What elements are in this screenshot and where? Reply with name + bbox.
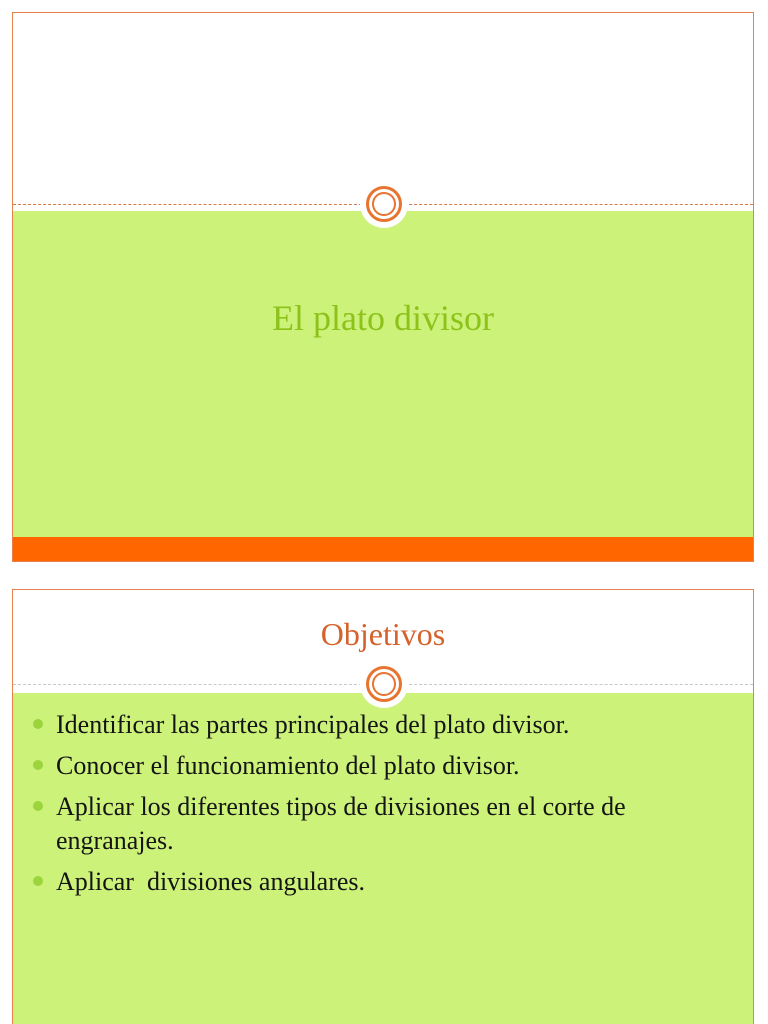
bullet-dot-icon xyxy=(33,801,43,811)
slide-orange-footer-bar xyxy=(13,537,753,562)
slide-title-text: El plato divisor xyxy=(272,298,494,338)
bullet-dot-icon xyxy=(33,719,43,729)
list-item-text: Aplicar divisiones angulares. xyxy=(56,867,366,896)
list-item-text: Conocer el funcionamiento del plato divisor. xyxy=(56,751,520,780)
slide-title xyxy=(12,12,754,562)
bullet-dot-icon xyxy=(33,876,43,886)
list-item-text: Identificar las partes principales del plato divisor. xyxy=(56,710,570,739)
list-item xyxy=(33,790,723,858)
list-item xyxy=(33,749,723,783)
list-item xyxy=(33,708,723,742)
double-ring-icon xyxy=(366,666,402,702)
list-item-text: Aplicar los diferentes tipos de divisiones en el corte de engranajes. xyxy=(56,792,626,855)
ornament-holder xyxy=(360,660,408,708)
list-item xyxy=(33,865,723,899)
slide-green-panel xyxy=(13,211,753,537)
slide-objectives xyxy=(12,589,754,1024)
double-ring-icon xyxy=(366,186,402,222)
slide-heading: Objetivos xyxy=(320,616,446,652)
bullet-dot-icon xyxy=(33,760,43,770)
ornament-holder xyxy=(360,180,408,228)
objectives-list xyxy=(33,708,723,906)
